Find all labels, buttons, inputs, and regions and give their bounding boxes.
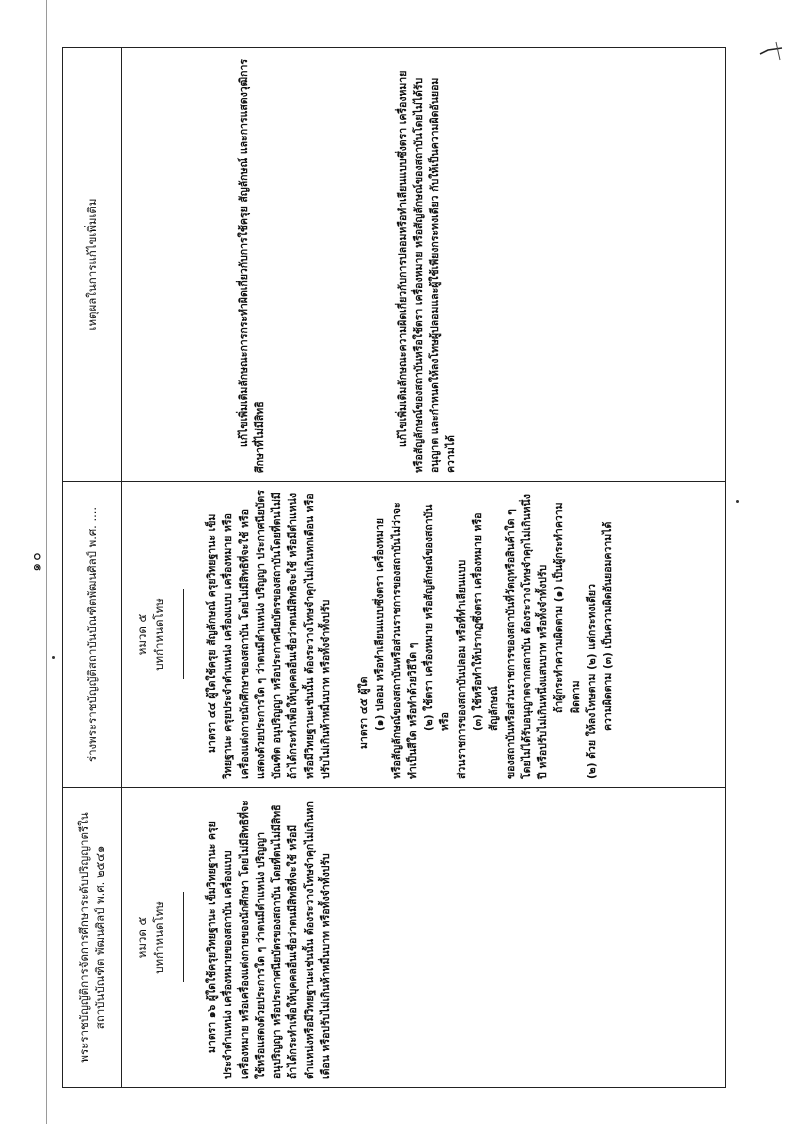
section-45-penalty-cont: (๒) ด้วย ให้ลงโทษตาม (๒) แต่กระทงเดียว [585, 584, 598, 779]
page-number: ๑๐ [28, 550, 45, 572]
chapter-number: หมวด ๕ [135, 916, 149, 959]
table-row [122, 48, 726, 1088]
reason-section-44: แก้ไขเพิ่มเติมลักษณะการกระทำผิดเกี่ยวกับการใช้ครุย สัญลักษณ์ และการแสดงวุฒิการศึกษาที่ไม่มีสิทธิ [238, 59, 267, 473]
section-45-item-3-penalty: โดยไม่ได้รับอนุญาตจากสถาบัน ต้องระวางโทษจำคุกไม่เกินหนึ่งปี หรือปรับไม่เกินหนึ่งแสนบาท หรือทั้งจำทั้งปรับ [520, 494, 550, 779]
section-45-heading: มาตรา ๔๕ ผู้ใด [358, 676, 371, 749]
chapter-number: หมวด ๕ [135, 613, 149, 656]
section-45-item-2-line: (๒) ใช้ตรา เครื่องหมาย หรือสัญลักษณ์ของสถาบันหรือ [423, 504, 452, 731]
section-45-item-3-line: (๓) ใช้หรือทำให้ปรากฏซึ่งตรา เครื่องหมาย หรือสัญลักษณ์ [471, 512, 501, 731]
section-44-text: มาตรา ๔๔ ผู้ใดใช้ครุย สัญลักษณ์ ครุยวิทยฐานะ เข็มวิทยฐานะ ครุยประจำตำแหน่ง เครื่องแบบ เครื่องหมาย หรือเครื่องแต่งกายนักศึกษาของสถาบัน โดยไม่มีสิทธิที่จะใช้ หรือแสดงด้วยประการใด ๆ ว่าตนมีตำแหน่ง ปริญญา ประกาศนียบัตรบัณฑิต อนุปริญญา หรือประกาศนียบัตรของสถาบันโดยที่ตนไม่มี ถ้าได้กระทำเพื่อให้บุคคลอื่นเชื่อว่าตนมีสิทธิจะใช้ หรือมีตำแหน่ง หรือมีวิทยฐานะเช่นนั้น ต้องระวางโทษจำคุกไม่เกินหกเดือน หรือปรับไม่เกินห้าหมื่นบาท หรือทั้งจำทั้งปรับ [206, 490, 332, 779]
section-45-item-3-cont: ของสถาบันหรือส่วนราชการของสถาบันที่วัตถุหรือสินค้าใด ๆ [504, 509, 517, 779]
chapter-title: บทกำหนดโทษ [152, 901, 167, 974]
table-header-row [63, 48, 122, 1088]
comparison-table-sheet [62, 48, 726, 1088]
scan-speck [52, 656, 55, 659]
reason-section-45: แก้ไขเพิ่มเติมลักษณะความผิดเกี่ยวกับการปลอมหรือทำเลียนแบบซึ่งตรา เครื่องหมายหรือสัญลักษณ์ของสถาบันหรือใช้ตรา เครื่องหมาย หรือสัญลักษณ์ของสถาบันโดยไม่ได้รับอนุญาต และกำหนดให้ลงโทษผู้ปลอมและผู้ใช้เพียงกระทงเดียว กับให้เป็นความผิดอันยอมความได้ [396, 70, 458, 473]
reasons-cell [122, 48, 726, 482]
chapter-divider [183, 893, 185, 983]
chapter-heading [134, 796, 184, 1079]
draft-act-cell [122, 482, 726, 788]
pen-mark-icon [758, 38, 784, 64]
section-45-item-1-line: (๑) ปลอม หรือทำเลียนแบบซึ่งตรา เครื่องหมาย [374, 518, 387, 731]
chapter-title: บทกำหนดโทษ [152, 598, 167, 671]
current-act-cell [122, 788, 726, 1088]
header-reasons: เหตุผลในการแก้ไขเพิ่มเติม [63, 48, 122, 482]
header-current-act: พระราชบัญญัติการจัดการศึกษาระดับปริญญาตรีในสถาบันบัณฑิต พัฒนศิลป์ พ.ศ. ๒๕๔๑ [63, 788, 122, 1088]
section-45-item-1-cont: หรือสัญลักษณ์ของสถาบันหรือส่วนราชการของสถาบันไม่ว่าจะทำเป็นสีใด หรือทำด้วยวิธีใด ๆ [390, 502, 419, 779]
section-45-penalty-line: ถ้าผู้กระทำความผิดตาม (๑) เป็นผู้กระทำความผิดตาม [553, 502, 582, 713]
comparison-table [62, 47, 726, 1088]
scan-speck [736, 500, 739, 503]
header-draft-act: ร่างพระราชบัญญัติสถาบันบัณฑิตพัฒนศิลป์ พ.ศ. .... [63, 482, 122, 788]
chapter-heading [134, 490, 184, 779]
section-45-compoundable: ความผิดตาม (๓) เป็นความผิดอันยอมความได้ [602, 521, 615, 731]
chapter-divider [183, 590, 185, 680]
section-16-text: มาตรา ๑๖ ผู้ใดใช้ครุยวิทยฐานะ เข็มวิทยฐานะ ครุยประจำตำแหน่ง เครื่องหมายของสถาบัน เครื่องแบบ เครื่องหมาย หรือเครื่องแต่งกายของนักศึกษา โดยไม่มีสิทธิที่จะใช้หรือแสดงด้วยประการใด ๆ ว่าตนมีตำแหน่ง ปริญญา อนุปริญญา หรือประกาศนียบัตรของสถาบัน โดยที่ตนไม่มีสิทธิ ถ้าได้กระทำเพื่อให้บุคคลอื่นเชื่อว่าตนมีสิทธิที่จะใช้ หรือมีตำแหน่งหรือมีวิทยฐานะเช่นนั้น ต้องระวางโทษจำคุกไม่เกินหกเดือน หรือปรับไม่เกินห้าหมื่นบาท หรือทั้งจำทั้งปรับ [206, 800, 332, 1079]
section-45-item-2-cont: ส่วนราชการของสถาบันปลอม หรือที่ทำเลียนแบบ [455, 559, 468, 779]
